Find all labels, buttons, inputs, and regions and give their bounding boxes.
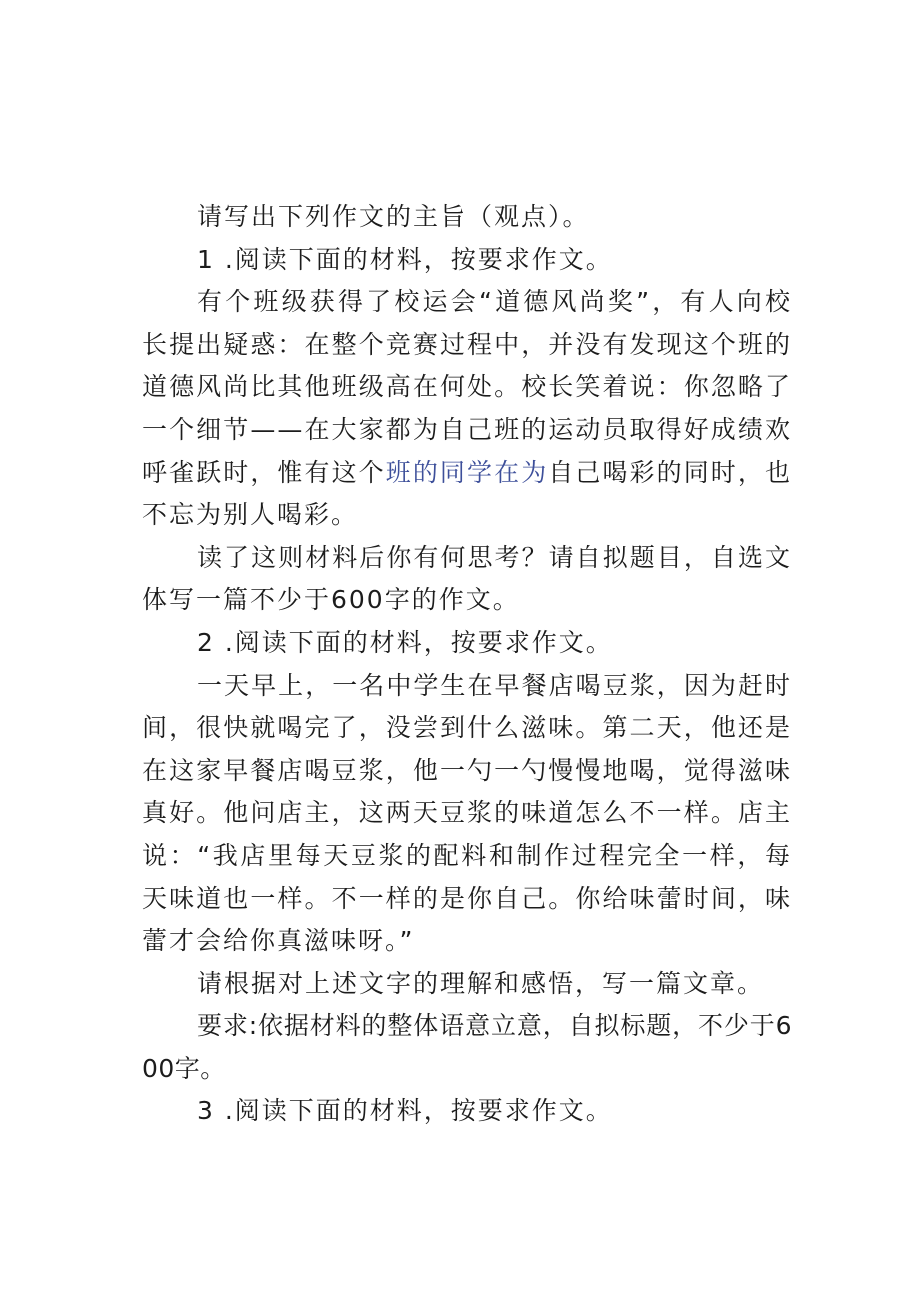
question-2-material: 一天早上，一名中学生在早餐店喝豆浆，因为赶时间，很快就喝完了，没尝到什么滋味。第二天，他还是在这家早餐店喝豆浆，他一勺一勺慢慢地喝，觉得滋味真好。他问店主，这两天豆浆的味道怎么不一样。店主说：“我店里每天豆浆的配料和制作过程完全一样，每天味道也一样。不一样的是你自己。你给味蕾时间，味蕾才会给你真滋味呀。”	[142, 670, 792, 956]
question-1-material	[142, 281, 792, 537]
question-2-requirement: 要求:依据材料的整体语意立意，自拟标题，不少于600字。	[142, 1011, 792, 1083]
question-2-heading: 2 .阅读下面的材料，按要求作文。	[197, 627, 613, 657]
question-1-material-text-end: 自己喝彩的同时，也不忘为别人喝彩。	[142, 457, 792, 530]
question-1-material-text: 有个班级获得了校运会“道德风尚奖”，有人向校长提出疑惑：在整个竞赛过程中，并没有发现这个班的道德风尚比其他班级高在何处。校长笑着说：你忽略了一个细节——在大家都为自己班的运动员取得好成绩欢呼雀跃时，惟有这个	[142, 287, 792, 487]
document-page	[142, 196, 792, 1133]
question-3-heading: 3 .阅读下面的材料，按要求作文。	[197, 1096, 613, 1126]
question-1-material-highlight: 班的同学在为	[385, 457, 549, 487]
question-2-task: 请根据对上述文字的理解和感悟，写一篇文章。	[197, 968, 765, 998]
intro-instruction: 请写出下列作文的主旨（观点）。	[197, 202, 590, 231]
question-1-heading: 1 .阅读下面的材料，按要求作文。	[197, 244, 613, 274]
question-1-task: 读了这则材料后你有何思考？请自拟题目，自选文体写一篇不少于600字的作文。	[142, 542, 792, 615]
